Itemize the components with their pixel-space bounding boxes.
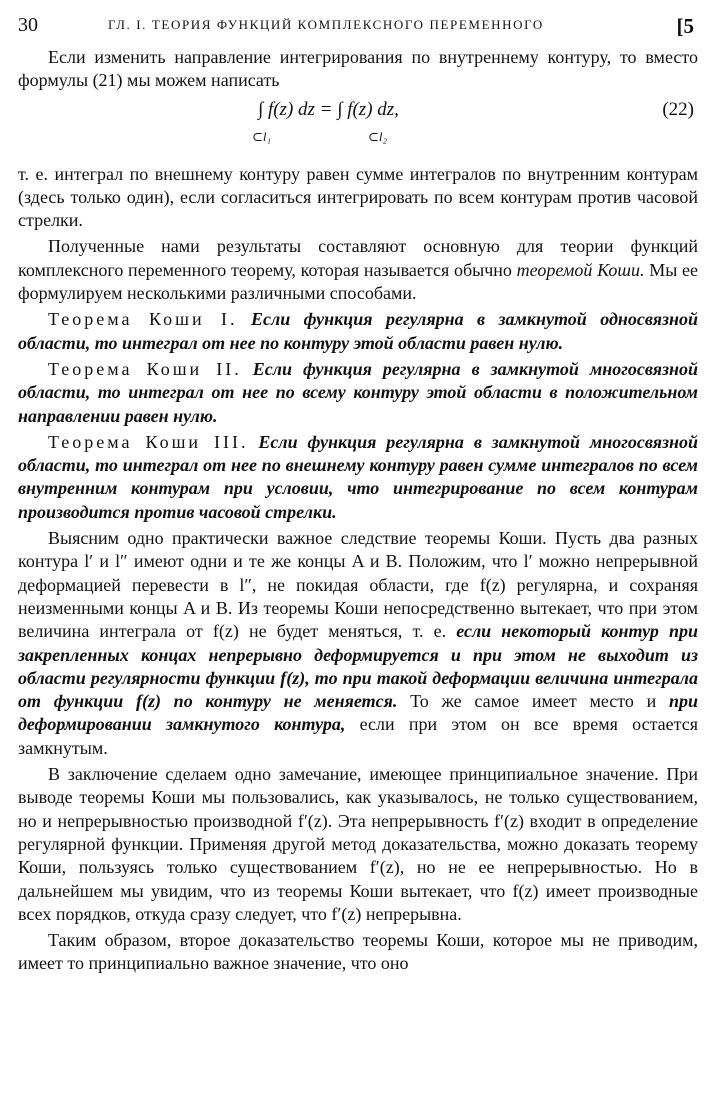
theorem-3: [18, 431, 698, 524]
text-run: если при этом он все время остается замкнутым.: [18, 714, 698, 758]
theorem-1: [18, 308, 698, 355]
term-cauchy-theorem: теоремой Коши.: [516, 259, 645, 280]
paragraph: В заключение сделаем одно замечание, имеющее принципиальное значение. При выводе теоремы Коши мы пользовались, как указывалось, не только существованием, но и непрерывностью производной f′(z). Эта непрерывность f′(z) входит в определение регулярной функции. Применяя другой метод доказательства, можно доказать теорему Коши, пользуясь только существованием f′(z), но не ее непрерывностью. Но в дальнейшем мы увидим, что из теоремы Коши вытекает, что f(z) имеет производные всех порядков, откуда сразу следует, что f′(z) непрерывна.: [18, 764, 698, 924]
formula-22: [18, 93, 698, 163]
paragraph: Если изменить направление интегрирования по внутреннему контуру, то вместо формулы (21) мы можем написать: [18, 47, 698, 91]
formula-body: ∫ f(z) dz = ∫ f(z) dz,: [258, 98, 399, 120]
theorem-label: Теорема Коши II.: [48, 358, 242, 379]
theorem-label: Теорема Коши III.: [48, 431, 249, 452]
contour-label-l2: ⊂l₂: [368, 128, 388, 144]
emphasis: если некоторый контур при закрепленных концах непрерывно деформируется и при этом не выходит из области регулярности функции f(z), то при такой деформации величина интеграла от функции f(z) по контуру не меняется.: [18, 621, 698, 712]
theorem-label: Теорема Коши I.: [48, 309, 238, 330]
paragraph: [18, 527, 698, 760]
text-run: То же самое имеет место и: [397, 691, 669, 712]
book-page: [18, 14, 698, 976]
paragraph: т. е. интеграл по внешнему контуру равен сумме интегралов по внутренним контурам (здесь только один), если согласиться интегрировать по всем контурам против часовой стрелки.: [18, 163, 698, 231]
theorem-2: [18, 358, 698, 428]
text-run: Мы ее формулируем несколькими различными способами.: [18, 259, 698, 304]
section-number: [5: [676, 14, 694, 38]
formula-number: (22): [662, 98, 694, 120]
running-header: [18, 14, 698, 46]
emphasis: при деформировании замкнутого контура,: [18, 691, 698, 735]
text-run: Выясним одно практически важное следствие теоремы Коши. Пусть два разных контура l′ и l″ имеют одни и те же концы A и B. Положим, что l′ можно непрерывной деформацией перевести в l″, не покидая области, где f(z) регулярна, и сохраняя неизменными концы A и B. Из теоремы Коши непосредственно вытекает, что при этом величина интеграла от f(z) не будет меняться, т. е.: [18, 528, 698, 642]
theorem-statement: Если функция регулярна в замкнутой многосвязной области, то интеграл от нее по всему контуру этой области в положительном направлении равен нулю.: [18, 358, 698, 426]
text-run: Полученные нами результаты составляют основную для теории функций комплексного переменного теорему, которая называется обычно: [18, 236, 698, 280]
paragraph: Таким образом, второе доказательство теоремы Коши, которое мы не приводим, имеет то принципиально важное значение, что оно: [18, 930, 698, 974]
contour-label-l1: ⊂l₁: [252, 128, 272, 144]
paragraph: [18, 235, 698, 305]
page-number: 30: [18, 14, 38, 36]
running-title: ГЛ. I. ТЕОРИЯ ФУНКЦИЙ КОМПЛЕКСНОГО ПЕРЕМЕННОГО: [108, 17, 544, 32]
theorem-statement: Если функция регулярна в замкнутой односвязной области, то интеграл от нее по контуру этой области равен нулю.: [18, 309, 698, 353]
theorem-statement: Если функция регулярна в замкнутой многосвязной области, то интеграл от нее по внешнему контуру равен сумме интегралов по всем внутренним контурам при условии, что интегрирование по всем контурам производится против часовой стрелки.: [18, 431, 698, 522]
